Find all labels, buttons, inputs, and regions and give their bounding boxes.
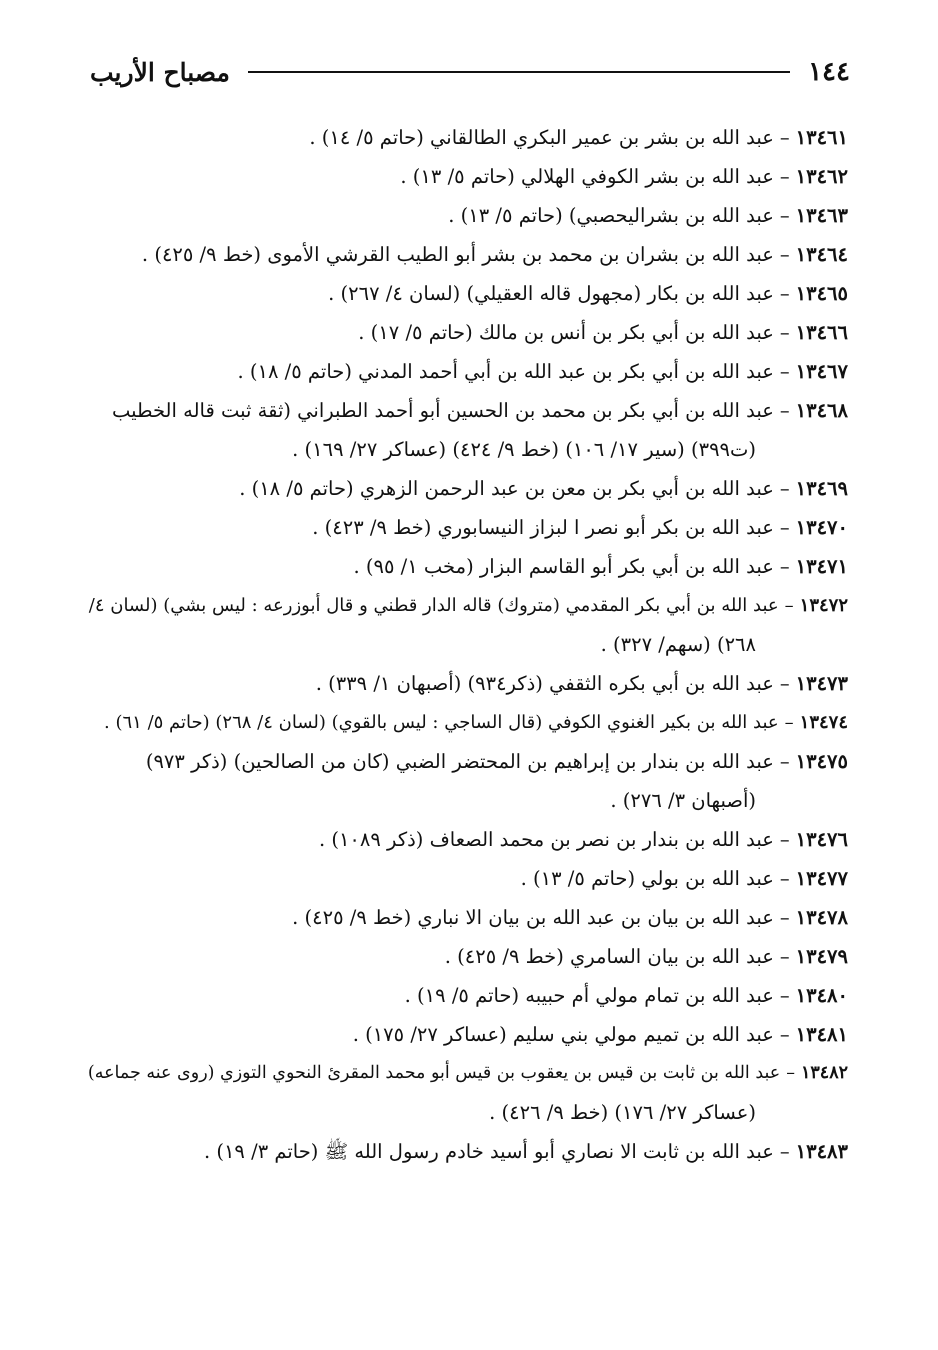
entry-first-line: [88, 1015, 848, 1054]
entry-number: ١٣٤٦٦: [795, 321, 848, 344]
entry-text: عبد الله بن بكير الغنوي الكوفي (قال الساجي : ليس بالقوي) (لسان ٤/ ٢٦٨) (حاتم ٥/ ٦١) .: [104, 712, 779, 733]
entry-item: [88, 274, 848, 313]
entry-separator: –: [779, 750, 790, 773]
entry-text: عبد الله بن بشر الكوفي الهلالي (حاتم ٥/ ١٣) .: [400, 165, 774, 188]
entry-text: عبد الله بن بكار (مجهول قاله العقيلي) (لسان ٤/ ٢٦٧) .: [328, 282, 774, 305]
entry-number: ١٣٤٧٠: [795, 516, 848, 539]
entry-item: [88, 937, 848, 976]
entry-first-line: [88, 586, 848, 625]
entry-number: ١٣٤٨٠: [795, 984, 848, 1007]
entry-number: ١٣٤٦٥: [795, 282, 848, 305]
entry-text: عبد الله بن بشراليحصبي) (حاتم ٥/ ١٣) .: [448, 204, 774, 227]
entry-item: [88, 118, 848, 157]
entry-separator: –: [779, 984, 790, 1007]
entry-first-line: [88, 508, 848, 547]
entry-separator: –: [779, 945, 790, 968]
page-header: [90, 52, 850, 92]
entry-item: [88, 469, 848, 508]
entry-first-line: [88, 976, 848, 1015]
entry-text: عبد الله بن أبي بكر أبو القاسم البزار (مخب ١/ ٩٥) .: [353, 555, 774, 578]
entry-number: ١٣٤٧١: [795, 555, 848, 578]
entry-first-line: [88, 391, 848, 430]
entry-item: [88, 1015, 848, 1054]
entry-continuation-line: [88, 781, 848, 820]
entry-text: عبد الله بن بندار بن إبراهيم بن المحتضر الضبي (كان من الصالحين) (ذكر ٩٧٣): [145, 750, 774, 773]
header-rule: [248, 71, 790, 73]
entry-first-line: [88, 157, 848, 196]
book-title: مصباح الأريب: [90, 57, 230, 87]
entry-separator: –: [779, 321, 790, 344]
entry-first-line: [88, 547, 848, 586]
entry-number: ١٣٤٧٦: [795, 828, 848, 851]
entry-number: ١٣٤٦٣: [795, 204, 848, 227]
entry-text: ٢٦٨) (سهم/ ٣٢٧) .: [600, 633, 756, 656]
entry-separator: –: [779, 282, 790, 305]
entry-item: [88, 391, 848, 469]
entry-separator: –: [779, 360, 790, 383]
entry-item: [88, 352, 848, 391]
entry-separator: –: [779, 165, 790, 188]
entry-text: عبد الله بن بيان بن عبد الله بن بيان الا نباري (خط ٩/ ٤٢٥) .: [292, 906, 774, 929]
entry-item: [88, 742, 848, 820]
entry-text: عبد الله بن أبي بكر بن محمد بن الحسين أبو أحمد الطبراني (ثقة ثبت قاله الخطيب: [111, 399, 774, 422]
entry-number: ١٣٤٧٨: [795, 906, 848, 929]
entry-continuation-line: [88, 625, 848, 664]
entry-text: عبد الله بن أبي بكر المقدمي (متروك) قاله الدار قطني و قال أبوزرعه : ليس بشي) (لسان ٤/: [88, 595, 779, 616]
entry-text: عبد الله بن بيان السامري (خط ٩/ ٤٢٥) .: [444, 945, 774, 968]
entry-separator: –: [784, 712, 794, 733]
entry-text: عبد الله بن أبي بكر بن عبد الله بن أبي أحمد المدني (حاتم ٥/ ١٨) .: [237, 360, 774, 383]
entry-item: [88, 1132, 848, 1171]
entry-first-line: [88, 703, 848, 742]
entry-first-line: [88, 898, 848, 937]
entry-first-line: [88, 313, 848, 352]
entry-text: عبد الله بن بولي (حاتم ٥/ ١٣) .: [520, 867, 774, 890]
entry-first-line: [88, 235, 848, 274]
entry-separator: –: [779, 477, 790, 500]
entry-text: (عساكر ٢٧/ ١٧٦) (خط ٩/ ٤٢٦) .: [489, 1101, 756, 1124]
entry-separator: –: [779, 867, 790, 890]
entry-number: ١٣٤٨٢: [801, 1063, 848, 1083]
entry-first-line: [88, 352, 848, 391]
entry-text: عبد الله بن أبي بكر بن أنس بن مالك (حاتم ٥/ ١٧) .: [358, 321, 774, 344]
entry-first-line: [88, 196, 848, 235]
entry-number: ١٣٤٦١: [795, 126, 848, 149]
entry-text: عبد الله بن ثابت الا نصاري أبو أسيد خادم رسول الله ﷺ (حاتم ٣/ ١٩) .: [203, 1140, 774, 1163]
entry-number: ١٣٤٧٤: [799, 712, 848, 733]
entry-continuation-line: [88, 430, 848, 469]
entry-text: عبد الله بن بشر بن عمير البكري الطالقاني (حاتم ٥/ ١٤) .: [309, 126, 774, 149]
entry-text: عبد الله بن ثابت بن قيس بن يعقوب بن قيس أبو محمد المقرئ النحوي التوزي (روى عنه جماعه): [87, 1063, 781, 1083]
entry-separator: –: [779, 204, 790, 227]
entry-text: عبد الله بن بندار بن نصر بن محمد الصعاف (ذكر ١٠٨٩) .: [318, 828, 774, 851]
entry-separator: –: [779, 1023, 790, 1046]
entry-first-line: [88, 1132, 848, 1171]
entry-separator: –: [779, 828, 790, 851]
entry-separator: –: [779, 1140, 790, 1163]
entry-number: ١٣٤٧٧: [795, 867, 848, 890]
entry-item: [88, 820, 848, 859]
entry-text: عبد الله بن تميم مولي بني سليم (عساكر ٢٧/ ١٧٥) .: [352, 1023, 774, 1046]
entry-item: [88, 586, 848, 664]
entry-text: (ت٣٩٩) (سير ١٧/ ١٠٦) (خط ٩/ ٤٢٤) (عساكر ٢٧/ ١٦٩) .: [292, 438, 756, 461]
entry-item: [88, 157, 848, 196]
entry-number: ١٣٤٨١: [795, 1023, 848, 1046]
entry-first-line: [88, 742, 848, 781]
entry-item: [88, 547, 848, 586]
entry-number: ١٣٤٦٩: [795, 477, 848, 500]
entry-number: ١٣٤٦٤: [795, 243, 848, 266]
entry-item: [88, 235, 848, 274]
entry-separator: –: [786, 1063, 795, 1083]
entry-item: [88, 196, 848, 235]
entry-number: ١٣٤٧٢: [799, 595, 848, 616]
entry-separator: –: [779, 126, 790, 149]
entry-item: [88, 313, 848, 352]
entry-item: [88, 703, 848, 742]
entry-first-line: [88, 469, 848, 508]
entry-separator: –: [779, 555, 790, 578]
entry-number: ١٣٤٦٨: [795, 399, 848, 422]
entry-continuation-line: [88, 1093, 848, 1132]
entry-number: ١٣٤٨٣: [795, 1140, 848, 1163]
entry-item: [88, 859, 848, 898]
entry-text: عبد الله بن أبي بكر بن معن بن عبد الرحمن الزهري (حاتم ٥/ ١٨) .: [239, 477, 774, 500]
entry-text: عبد الله بن أبي بكره الثقفي (ذكر٩٣٤) (أصبهان ١/ ٣٣٩) .: [315, 672, 774, 695]
entry-number: ١٣٤٦٧: [795, 360, 848, 383]
entry-separator: –: [779, 672, 790, 695]
entry-first-line: [88, 859, 848, 898]
entry-number: ١٣٤٧٩: [795, 945, 848, 968]
entry-number: ١٣٤٧٥: [795, 750, 848, 773]
entry-item: [88, 664, 848, 703]
entry-first-line: [88, 274, 848, 313]
entry-text: عبد الله بن بشران بن محمد بن بشر أبو الطيب القرشي الأموى (خط ٩/ ٤٢٥) .: [141, 243, 774, 266]
entry-first-line: [88, 820, 848, 859]
entry-first-line: [88, 937, 848, 976]
entry-first-line: [88, 118, 848, 157]
entry-number: ١٣٤٦٢: [795, 165, 848, 188]
entry-text: (أصبهان ٣/ ٢٧٦) .: [610, 789, 756, 812]
entry-text: عبد الله بن تمام مولي أم حبيبه (حاتم ٥/ ١٩) .: [404, 984, 774, 1007]
entry-first-line: [88, 664, 848, 703]
entry-text: عبد الله بن بكر أبو نصر ا لبزاز النيسابوري (خط ٩/ ٤٢٣) .: [312, 516, 774, 539]
entry-separator: –: [779, 906, 790, 929]
entry-separator: –: [779, 243, 790, 266]
entry-separator: –: [779, 516, 790, 539]
entry-item: [88, 508, 848, 547]
entry-separator: –: [784, 595, 794, 616]
entry-first-line: [88, 1054, 848, 1093]
entry-item: [88, 898, 848, 937]
entry-item: [88, 976, 848, 1015]
entry-separator: –: [779, 399, 790, 422]
entry-number: ١٣٤٧٣: [795, 672, 848, 695]
page-number: ١٤٤: [808, 57, 850, 87]
entry-item: [88, 1054, 848, 1132]
entry-list: [88, 118, 848, 1171]
